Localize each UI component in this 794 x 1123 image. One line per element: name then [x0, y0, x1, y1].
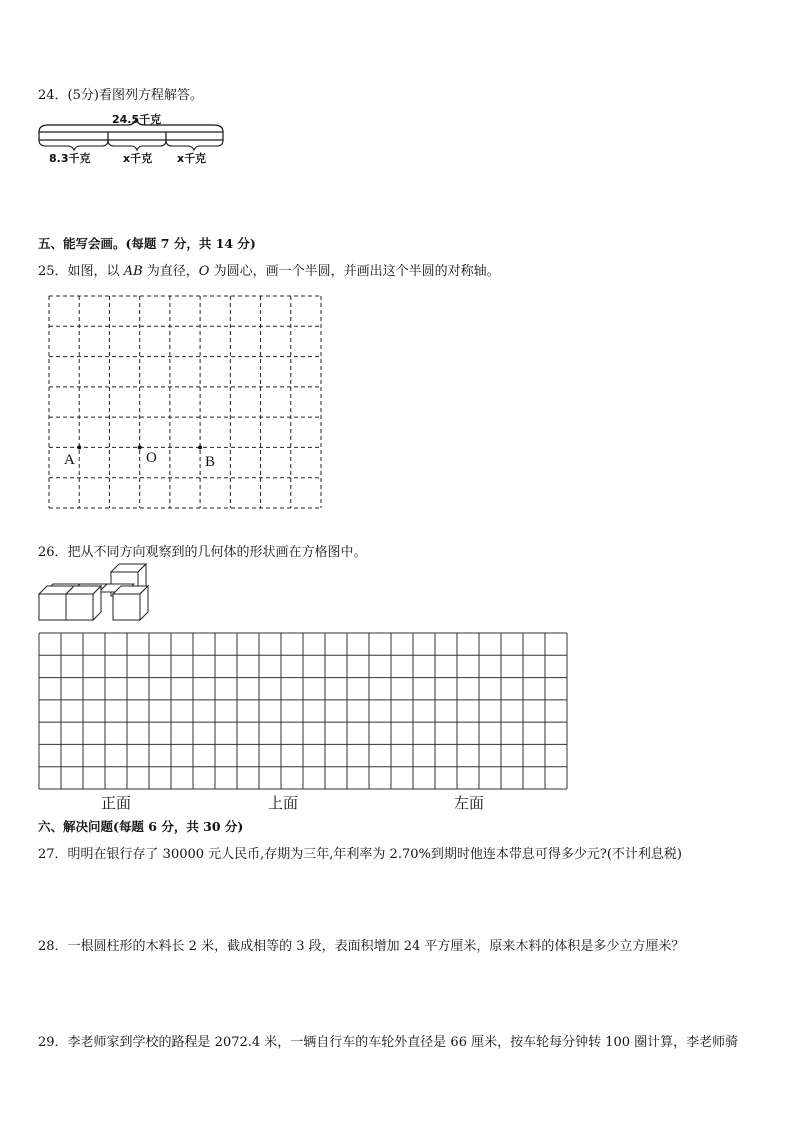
point-o-label: O	[146, 450, 157, 466]
q24-diagram	[36, 110, 236, 170]
view-left-label: 左面	[454, 796, 485, 812]
part1-brace	[39, 140, 108, 150]
dashed-grid	[48, 295, 323, 510]
q24-text: 24．(5分)看图列方程解答。	[38, 88, 203, 103]
part-label-3: x千克	[177, 152, 207, 165]
ab-label: AB	[123, 264, 143, 279]
cubes-drawing	[37, 570, 152, 626]
point-b	[198, 445, 202, 449]
q25-grid	[48, 295, 323, 510]
q28-text: 28．一根圆柱形的木料长 2 米，截成相等的 3 段，表面积增加 24 平方厘米，原来木料的体积是多少立方厘米？	[38, 939, 685, 954]
segment-bar	[39, 132, 223, 140]
point-a-label: A	[64, 452, 75, 468]
o-label: O	[198, 264, 210, 279]
part3-brace	[166, 140, 223, 150]
total-label: 24.5千克	[112, 113, 162, 126]
q25-text: 25．如图，以 AB 为直径，O 为圆心，画一个半圆，并画出这个半圆的对称轴。	[38, 264, 500, 279]
q26-grid	[38, 632, 568, 790]
point-a	[77, 445, 81, 449]
point-o	[138, 445, 142, 449]
point-b-label: B	[205, 454, 216, 470]
q29-text: 29．李老师家到学校的路程是 2072.4 米，一辆自行车的车轮外直径是 66 厘米，按车轮每分钟转 100 圈计算，李老师骑	[38, 1035, 739, 1050]
part2-brace	[108, 140, 166, 150]
section5-title: 五、能写会画。(每题 7 分，共 14 分)	[38, 236, 256, 251]
view-top-label: 上面	[268, 796, 299, 812]
cube-figure	[37, 570, 152, 626]
part-label-2: x千克	[123, 152, 153, 165]
q26-text: 26．把从不同方向观察到的几何体的形状画在方格图中。	[38, 545, 367, 560]
part-label-1: 8.3千克	[49, 152, 91, 165]
section6-title: 六、解决问题(每题 6 分，共 30 分)	[38, 819, 244, 834]
view-front-label: 正面	[101, 796, 132, 812]
q27-text: 27．明明在银行存了 30000 元人民币,存期为三年,年利率为 2.70%到期时他连本带息可得多少元?(不计利息税)	[38, 847, 682, 862]
answer-grid	[38, 632, 568, 790]
